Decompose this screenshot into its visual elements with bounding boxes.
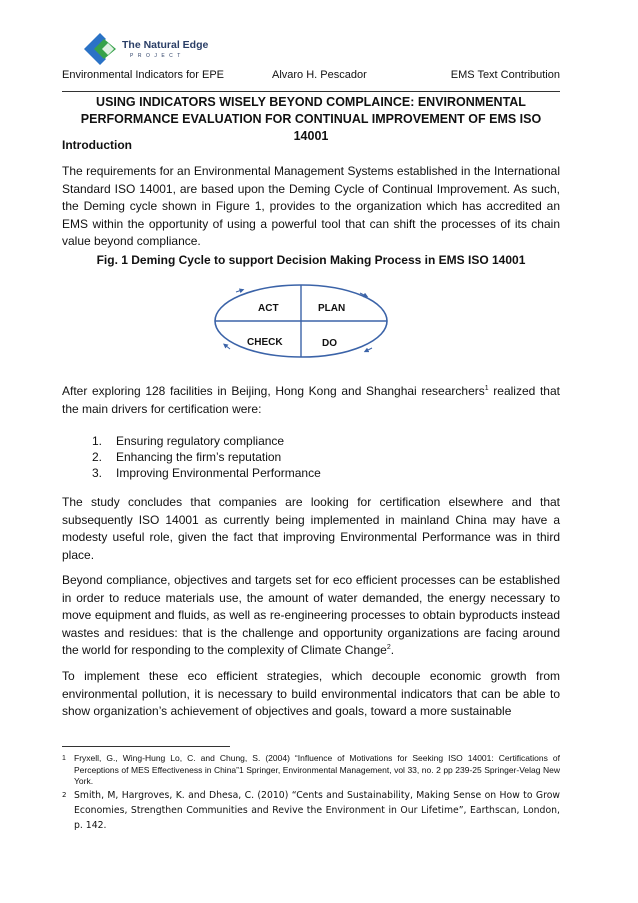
p4-text-after: .: [390, 643, 395, 657]
footnote-mark: 1: [62, 755, 66, 762]
cycle-label-plan: PLAN: [318, 303, 346, 314]
title-line-2: PERFORMANCE EVALUATION FOR CONTINUAL IMPROVEMENT OF EMS ISO 14001: [80, 112, 542, 143]
p4-text-before: Beyond compliance, objectives and targets set for eco efficient processes can be established in order to reduce materials use, the amount of water demanded, the energy necessary to move equipment and fluids, as well as re-engineering processes to obtain byproducts instead wastes and residues: that is the challenge and opportunity organizations are facing around the world for responding to the complexity of Climate Change: [62, 573, 560, 657]
list-text: Ensuring regulatory compliance: [116, 434, 285, 448]
logo-mark-icon: [80, 30, 120, 68]
footnote-1: [62, 753, 560, 788]
footnote-text: Smith, M, Hargroves, K. and Dhesa, C. (2010) “Cents and Sustainability, Making Sense on How to Grow Economies, Strengthen Communities and Revive the Environment in Our Lifetime”, Earthscan, London, p. 142.: [74, 790, 560, 831]
paragraph-study: The study concludes that companies are looking for certification elsewhere and that subsequently ISO 14001 as currently being implemented in mainland China may have a modesty useful role, given the fact that improving Environmental Performance was in third place.: [62, 495, 560, 562]
title-line-1: USING INDICATORS WISELY BEYOND COMPLAINCE: ENVIRONMENTAL: [96, 95, 526, 109]
deming-cycle-graphic: [210, 280, 392, 362]
header-rule: [62, 91, 560, 92]
footnote-2: [62, 788, 560, 833]
paragraph-eco-efficient: To implement these eco efficient strategies, which decouple economic growth from environmental pollution, it is necessary to build environmental indicators that can be able to show organization’s achievement of objectives and goals, toward a more sustainable: [62, 669, 560, 718]
section-heading: Introduction: [62, 138, 132, 152]
document-title: [62, 94, 560, 145]
list-text: Improving Environmental Performance: [116, 466, 321, 480]
p2-text-before: After exploring 128 facilities in Beijing, Hong Kong and Shanghai researchers: [62, 384, 485, 398]
list-number: 2.: [92, 450, 103, 464]
header-author: Alvaro H. Pescador: [272, 69, 367, 81]
footnote-rule: [62, 746, 230, 747]
list-item: [92, 449, 321, 465]
list-number: 3.: [92, 466, 103, 480]
cycle-label-do: DO: [322, 338, 337, 349]
natural-edge-logo: [80, 30, 240, 68]
footnote-ref-2[interactable]: 2: [386, 644, 391, 651]
paragraph-intro: The requirements for an Environmental Management Systems established in the International Standard ISO 14001, are based upon the Deming Cycle of Continual Improvement. As such, the Deming cycle shown in Figure 1, provides to the organization which has accredited an EMS within the opportunity of using a powerful tool that can shift the processes of its chain value beyond compliance.: [62, 164, 560, 248]
figure-caption: Fig. 1 Deming Cycle to support Decision Making Process in EMS ISO 14001: [96, 253, 526, 267]
logo-subtitle: PROJECT: [130, 53, 185, 59]
cycle-label-check: CHECK: [247, 337, 283, 348]
paragraph-drivers: [62, 383, 560, 418]
list-item: [92, 465, 321, 481]
paragraph-beyond-compliance: [62, 572, 560, 660]
list-item: [92, 433, 321, 449]
p2-text-after: realized that the main drivers for certification were:: [62, 384, 560, 416]
header-right: EMS Text Contribution: [450, 69, 560, 81]
list-text: Enhancing the firm’s reputation: [116, 450, 282, 464]
deming-cycle-diagram: [210, 280, 392, 362]
footnote-mark: 2: [62, 791, 67, 799]
logo-name: The Natural Edge: [122, 39, 209, 51]
footnote-text: Fryxell, G., Wing-Hung Lo, C. and Chung, S. (2004) “Influence of Motivations for Seeking ISO 14001: Certifications of Perceptions of MES Effectiveness in China”1 Springer, Environmental Management, vol 33, no. 2 pp 239-25 Springer-Velag New York.: [74, 753, 560, 786]
header-left: Environmental Indicators for EPE: [62, 69, 225, 81]
cycle-label-act: ACT: [258, 303, 279, 314]
drivers-list: [92, 433, 321, 481]
list-number: 1.: [92, 434, 103, 448]
footnote-ref-1[interactable]: 1: [484, 385, 489, 392]
